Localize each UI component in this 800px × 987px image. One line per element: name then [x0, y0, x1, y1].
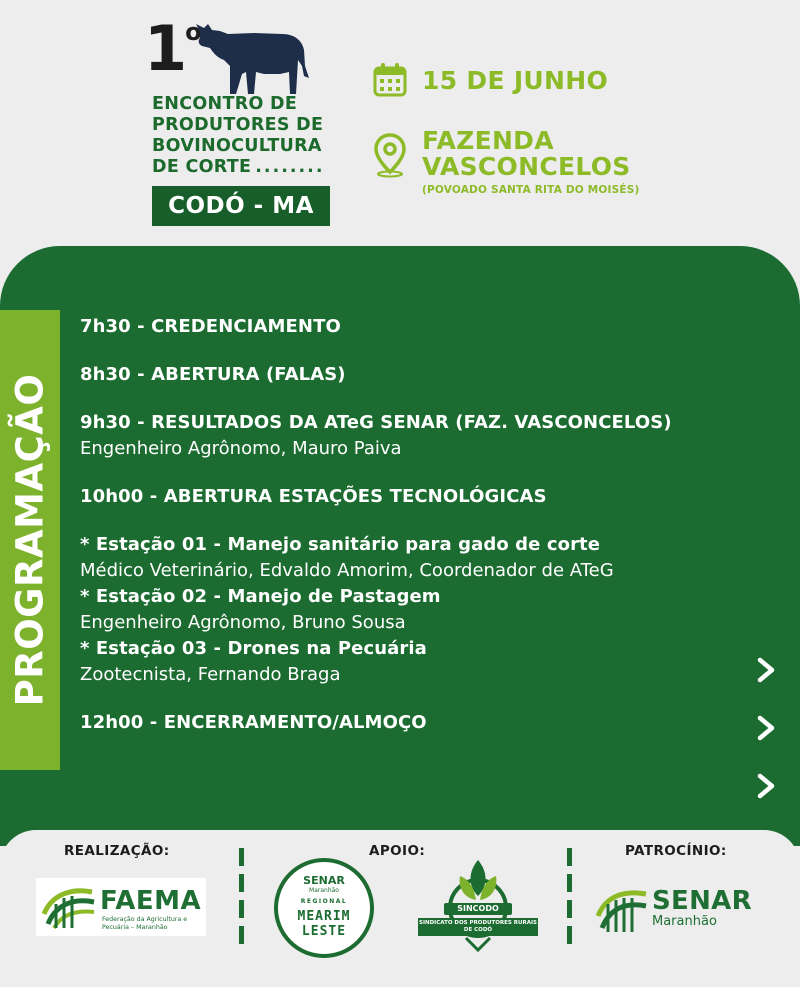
place-line2: VASCONCELOS [422, 152, 631, 181]
chevron-right-icon [754, 657, 778, 683]
schedule-side-title: PROGRAMAÇÃO [8, 373, 52, 707]
schedule-station: * Estação 03 - Drones na Pecuária Zootecnista, Fernando Braga [80, 638, 427, 685]
edition-suffix: o [185, 18, 200, 46]
edition-number: 1$^o$ [144, 12, 200, 85]
city-badge: CODÓ - MA [152, 186, 330, 226]
event-date: 15 DE JUNHO [372, 62, 608, 98]
schedule-station: * Estação 01 - Manejo sanitário para gado de corte Médico Veterinário, Edvaldo Amorim, Coordenador de ATeG [80, 534, 614, 581]
event-title: ENCONTRO DE PRODUTORES DE BOVINOCULTURA DE CORTE ........ [152, 94, 325, 177]
footer-divider [239, 848, 244, 958]
schedule-item: 7h30 - CREDENCIAMENTO [80, 316, 341, 337]
schedule-item: 10h00 - ABERTURA ESTAÇÕES TECNOLÓGICAS [80, 486, 547, 507]
place-subtitle: (POVOADO SANTA RITA DO MOISÉS) [422, 184, 640, 196]
schedule-item: 8h30 - ABERTURA (FALAS) [80, 364, 346, 385]
schedule-list [80, 314, 780, 758]
schedule-station: * Estação 02 - Manejo de Pastagem Engenheiro Agrônomo, Bruno Sousa [80, 586, 441, 633]
event-location [372, 128, 640, 196]
senar-logo [596, 882, 756, 936]
chevron-right-icon [754, 773, 778, 799]
schedule-item: 12h00 - ENCERRAMENTO/ALMOÇO [80, 712, 427, 733]
senar-logo-icon [596, 884, 648, 934]
faema-name: FAEMA [100, 886, 202, 916]
location-pin-icon [372, 132, 408, 178]
chevron-right-icon [754, 715, 778, 741]
calendar-icon [372, 62, 408, 98]
realizacao-label: REALIZAÇÃO: [64, 843, 170, 859]
faema-subtitle: Federação da Agricultura e Pecuária – Maranhão [102, 916, 188, 931]
place-line1: FAZENDA [422, 126, 554, 155]
sincodo-name: SINCODO [444, 903, 512, 915]
schedule-item: 9h30 - RESULTADOS DA ATeG SENAR (FAZ. VASCONCELOS) Engenheiro Agrônomo, Mauro Paiva [80, 412, 672, 459]
cow-icon [194, 14, 312, 100]
senar-subtitle: Maranhão [652, 914, 717, 929]
faema-logo [36, 878, 206, 936]
senar-regional-logo: SENAR Maranhão REGIONAL MEARIM LESTE [274, 858, 374, 958]
apoio-label: APOIO: [369, 843, 426, 859]
sincodo-logo [418, 856, 538, 956]
footer-divider [567, 848, 572, 958]
sincodo-subtitle: SINDICATO DOS PRODUTORES RURAIS DE CODÓ [418, 918, 538, 936]
senar-name: SENAR [652, 886, 752, 916]
faema-logo-icon [42, 884, 96, 930]
event-logo [140, 14, 350, 228]
patrocinio-label: PATROCÍNIO: [625, 843, 727, 859]
